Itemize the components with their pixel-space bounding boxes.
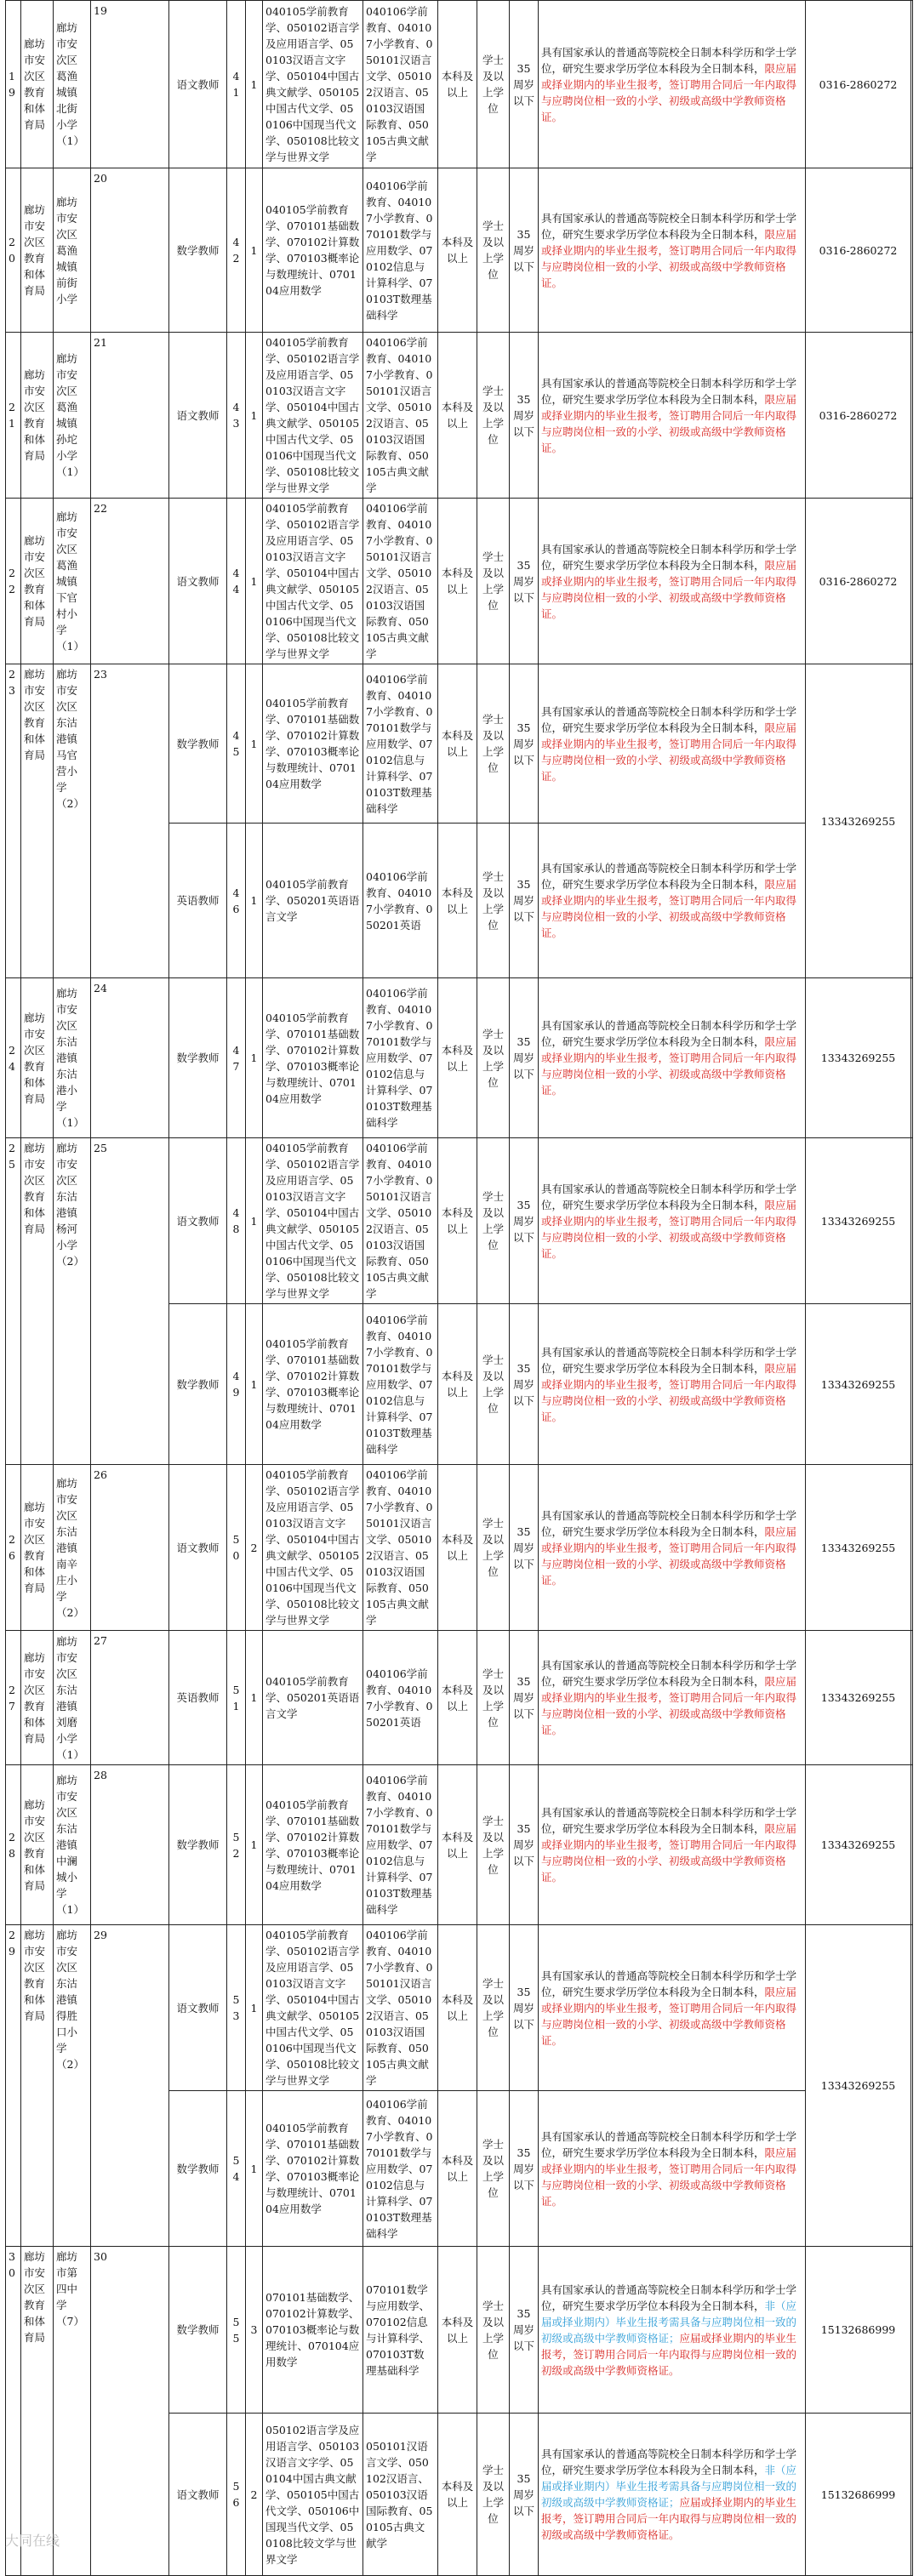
- degree-cell: 学士及以上学位: [477, 1304, 510, 1465]
- post-code-cell: 19: [91, 1, 169, 168]
- condition-highlight: 限应届或择业期内的毕业生报考，签订聘用合同后一年内取得与应聘岗位相一致的小学、初级或高级中学教师资格证。: [541, 1035, 797, 1097]
- condition-text: 具有国家承认的普通高等院校全日制本科学历和学士学位，研究生要求学历学位本科段为全日制本科，: [541, 2448, 797, 2476]
- education-cell: 本科及以上: [438, 824, 477, 978]
- conditions-cell: [539, 168, 806, 333]
- post-no-cell: 49: [227, 1304, 246, 1465]
- seq-cell: 22: [6, 499, 21, 664]
- post-no-cell: 42: [227, 168, 246, 333]
- condition-text: 具有国家承认的普通高等院校全日制本科学历和学士学位，研究生要求学历学位本科段为全日制本科，: [541, 542, 797, 572]
- post-no-cell: 46: [227, 824, 246, 978]
- major-pg-cell: 040106学前教育、040107小学教育、070101数学与应用数学、070102信息与计算科学、070103T数理基础科学: [363, 2091, 438, 2247]
- major-ug-cell: 040105学前教育学、050102语言学及应用语言学、050103汉语言文字学、050104中国古典文献学、050105中国古代文学、050106中国现当代文学、050108比较文学与世界文学: [263, 1925, 363, 2091]
- seq-cell: 26: [6, 1465, 21, 1631]
- phone-cell: 0316-2860272: [806, 333, 911, 499]
- major-pg-cell: 040106学前教育、040107小学教育、070101数学与应用数学、070102信息与计算科学、070103T数理基础科学: [363, 978, 438, 1138]
- phone-cell: 13343269255: [806, 1765, 911, 1925]
- table-row: [6, 168, 913, 333]
- education-cell: 本科及以上: [438, 1765, 477, 1925]
- education-cell: 本科及以上: [438, 333, 477, 499]
- education-cell: 本科及以上: [438, 1631, 477, 1765]
- unit-cell: 廊坊市安次区教育和体育局: [21, 2247, 54, 2576]
- education-cell: 本科及以上: [438, 664, 477, 824]
- school-cell: 廊坊市安次区葛渔城镇下官村小学（1）: [54, 499, 91, 664]
- post-cell: 数学教师: [169, 664, 227, 824]
- education-cell: 本科及以上: [438, 499, 477, 664]
- major-ug-cell: 040105学前教育学、050102语言学及应用语言学、050103汉语言文字学、050104中国古典文献学、050105中国古代文学、050106中国现当代文学、050108比较文学与世界文学: [263, 1, 363, 168]
- age-cell: 35周岁以下: [510, 1925, 539, 2091]
- condition-highlight-blue: 非（应届或择业期内）毕业生报考需具备与应聘岗位相一致的初级或高级中学教师资格证；: [541, 2299, 797, 2345]
- major-pg-cell: 040106学前教育、040107小学教育、050101汉语言文学、050102汉语言、050103汉语国际教育、050105古典文献学: [363, 1, 438, 168]
- age-cell: 35周岁以下: [510, 2414, 539, 2576]
- school-cell: 廊坊市安次区葛渔城镇前街小学: [54, 168, 91, 333]
- condition-highlight: 限应届或择业期内的毕业生报考，签订聘用合同后一年内取得与应聘岗位相一致的小学、初级或高级中学教师资格证。: [541, 227, 797, 289]
- post-code-cell: 26: [91, 1465, 169, 1631]
- degree-cell: 学士及以上学位: [477, 664, 510, 824]
- unit-cell: 廊坊市安次区教育和体育局: [21, 1631, 54, 1765]
- count-cell: 1: [246, 1631, 263, 1765]
- school-cell: 廊坊市安次区东沽港镇中澜城小学（1）: [54, 1765, 91, 1925]
- major-ug-cell: 040105学前教育学、050102语言学及应用语言学、050103汉语言文字学、050104中国古典文献学、050105中国古代文学、050106中国现当代文学、050108比较文学与世界文学: [263, 1138, 363, 1304]
- school-cell: 廊坊市安次区葛渔城镇北街小学（1）: [54, 1, 91, 168]
- major-ug-cell: 040105学前教育学、050102语言学及应用语言学、050103汉语言文字学、050104中国古典文献学、050105中国古代文学、050106中国现当代文学、050108比较文学与世界文学: [263, 499, 363, 664]
- seq-cell: 28: [6, 1765, 21, 1925]
- phone-cell: 0316-2860272: [806, 499, 911, 664]
- age-cell: 35周岁以下: [510, 1765, 539, 1925]
- post-no-cell: 55: [227, 2247, 246, 2414]
- degree-cell: 学士及以上学位: [477, 978, 510, 1138]
- phone-cell: 13343269255: [806, 1304, 911, 1465]
- post-code-cell: 24: [91, 978, 169, 1138]
- condition-highlight: 限应届或择业期内的毕业生报考，签订聘用合同后一年内取得与应聘岗位相一致的小学、初级或高级中学教师资格证。: [541, 721, 797, 783]
- major-ug-cell: 040105学前教育学、070101基础数学、070102计算数学、070103概率论与数理统计、070104应用数学: [263, 168, 363, 333]
- post-code-cell: 30: [91, 2247, 169, 2576]
- post-code-cell: 29: [91, 1925, 169, 2247]
- degree-cell: 学士及以上学位: [477, 168, 510, 333]
- post-cell: 语文教师: [169, 2414, 227, 2576]
- count-cell: 1: [246, 1138, 263, 1304]
- major-ug-cell: 040105学前教育学、050102语言学及应用语言学、050103汉语言文字学、050104中国古典文献学、050105中国古代文学、050106中国现当代文学、050108比较文学与世界文学: [263, 333, 363, 499]
- table-row: [6, 1465, 913, 1631]
- post-cell: 语文教师: [169, 1465, 227, 1631]
- post-cell: 数学教师: [169, 1765, 227, 1925]
- age-cell: 35周岁以下: [510, 978, 539, 1138]
- education-cell: 本科及以上: [438, 2091, 477, 2247]
- conditions-cell: [539, 1304, 806, 1465]
- school-cell: 廊坊市安次区东沽港镇南辛庄小学（2）: [54, 1465, 91, 1631]
- age-cell: 35周岁以下: [510, 1465, 539, 1631]
- count-cell: 1: [246, 1304, 263, 1465]
- condition-text: 具有国家承认的普通高等院校全日制本科学历和学士学位，研究生要求学历学位本科段为全日制本科，: [541, 704, 797, 734]
- conditions-cell: [539, 499, 806, 664]
- age-cell: 35周岁以下: [510, 1631, 539, 1765]
- degree-cell: 学士及以上学位: [477, 2091, 510, 2247]
- condition-highlight: 限应届或择业期内的毕业生报考，签订聘用合同后一年内取得与应聘岗位相一致的小学、初级或高级中学教师资格证。: [541, 1985, 797, 2047]
- age-cell: 35周岁以下: [510, 499, 539, 664]
- seq-cell: 25: [6, 1138, 21, 1465]
- age-cell: 35周岁以下: [510, 333, 539, 499]
- count-cell: 1: [246, 824, 263, 978]
- phone-cell: 0316-2860272: [806, 1, 911, 168]
- age-cell: 35周岁以下: [510, 664, 539, 824]
- age-cell: 35周岁以下: [510, 824, 539, 978]
- education-cell: 本科及以上: [438, 1138, 477, 1304]
- school-cell: 廊坊市安次区东沽港镇得胜口小学（2）: [54, 1925, 91, 2247]
- post-no-cell: 51: [227, 1631, 246, 1765]
- post-code-cell: 20: [91, 168, 169, 333]
- post-cell: 语文教师: [169, 1925, 227, 2091]
- major-ug-cell: 040105学前教育学、070101基础数学、070102计算数学、070103概率论与数理统计、070104应用数学: [263, 1304, 363, 1465]
- table-row: [6, 1925, 913, 2091]
- education-cell: 本科及以上: [438, 168, 477, 333]
- age-cell: 35周岁以下: [510, 1, 539, 168]
- major-pg-cell: 040106学前教育、040107小学教育、050101汉语言文学、050102汉语言、050103汉语国际教育、050105古典文献学: [363, 1925, 438, 2091]
- condition-text: 具有国家承认的普通高等院校全日制本科学历和学士学位，研究生要求学历学位本科段为全日制本科，: [541, 862, 797, 891]
- education-cell: 本科及以上: [438, 2414, 477, 2576]
- major-pg-cell: 040106学前教育、040107小学教育、050101汉语言文学、050102汉语言、050103汉语国际教育、050105古典文献学: [363, 499, 438, 664]
- condition-highlight: 限应届或择业期内的毕业生报考，签订聘用合同后一年内取得与应聘岗位相一致的小学、初级或高级中学教师资格证。: [541, 1198, 797, 1260]
- post-code-cell: 25: [91, 1138, 169, 1465]
- table-row: [6, 499, 913, 664]
- unit-cell: 廊坊市安次区教育和体育局: [21, 333, 54, 499]
- post-no-cell: 53: [227, 1925, 246, 2091]
- phone-cell: 0316-2860272: [806, 168, 911, 333]
- major-pg-cell: 040106学前教育、040107小学教育、050101汉语言文学、050102汉语言、050103汉语国际教育、050105古典文献学: [363, 1465, 438, 1631]
- count-cell: 3: [246, 2247, 263, 2414]
- degree-cell: 学士及以上学位: [477, 1765, 510, 1925]
- phone-cell: 13343269255: [806, 664, 911, 978]
- major-pg-cell: 040106学前教育、040107小学教育、050101汉语言文学、050102汉语言、050103汉语国际教育、050105古典文献学: [363, 333, 438, 499]
- age-cell: 35周岁以下: [510, 1138, 539, 1304]
- post-no-cell: 50: [227, 1465, 246, 1631]
- unit-cell: 廊坊市安次区教育和体育局: [21, 1, 54, 168]
- count-cell: 2: [246, 1465, 263, 1631]
- table-row: [6, 664, 913, 824]
- condition-highlight: 限应届或择业期内的毕业生报考，签订聘用合同后一年内取得与应聘岗位相一致的小学、初级或高级中学教师资格证。: [541, 1525, 797, 1587]
- major-pg-cell: 070101数学与应用数学、070102信息与计算科学、070103T数理基础科学: [363, 2247, 438, 2414]
- condition-highlight: 限应届或择业期内的毕业生报考，签订聘用合同后一年内取得与应聘岗位相一致的小学、初级或高级中学教师资格证。: [541, 392, 797, 454]
- condition-highlight: 限应届或择业期内的毕业生报考，签订聘用合同后一年内取得与应聘岗位相一致的小学、初级或高级中学教师资格证。: [541, 2146, 797, 2208]
- unit-cell: 廊坊市安次区教育和体育局: [21, 499, 54, 664]
- condition-text: 具有国家承认的普通高等院校全日制本科学历和学士学位，研究生要求学历学位本科段为全日制本科，: [541, 1182, 797, 1211]
- condition-text: 具有国家承认的普通高等院校全日制本科学历和学士学位，研究生要求学历学位本科段为全日制本科，: [541, 376, 797, 406]
- major-pg-cell: 040106学前教育、040107小学教育、050201英语: [363, 824, 438, 978]
- major-pg-cell: 040106学前教育、040107小学教育、070101数学与应用数学、070102信息与计算科学、070103T数理基础科学: [363, 168, 438, 333]
- post-cell: 数学教师: [169, 978, 227, 1138]
- condition-text: 具有国家承认的普通高等院校全日制本科学历和学士学位，研究生要求学历学位本科段为全日制本科，: [541, 45, 797, 75]
- count-cell: 1: [246, 664, 263, 824]
- conditions-cell: [539, 2414, 806, 2576]
- major-pg-cell: 040106学前教育、040107小学教育、070101数学与应用数学、070102信息与计算科学、070103T数理基础科学: [363, 664, 438, 824]
- seq-cell: 20: [6, 168, 21, 333]
- school-cell: 廊坊市安次区东沽港镇杨河小学（2）: [54, 1138, 91, 1465]
- post-cell: 语文教师: [169, 499, 227, 664]
- condition-text: 具有国家承认的普通高等院校全日制本科学历和学士学位，研究生要求学历学位本科段为全日制本科，: [541, 2129, 797, 2159]
- education-cell: 本科及以上: [438, 978, 477, 1138]
- education-cell: 本科及以上: [438, 1304, 477, 1465]
- post-cell: 数学教师: [169, 1304, 227, 1465]
- post-cell: 数学教师: [169, 168, 227, 333]
- condition-text: 具有国家承认的普通高等院校全日制本科学历和学士学位，研究生要求学历学位本科段为全日制本科，: [541, 211, 797, 241]
- age-cell: 35周岁以下: [510, 168, 539, 333]
- post-code-cell: 21: [91, 333, 169, 499]
- major-ug-cell: 040105学前教育学、070101基础数学、070102计算数学、070103概率论与数理统计、070104应用数学: [263, 664, 363, 824]
- post-no-cell: 47: [227, 978, 246, 1138]
- age-cell: 35周岁以下: [510, 1304, 539, 1465]
- conditions-cell: [539, 1765, 806, 1925]
- post-code-cell: 27: [91, 1631, 169, 1765]
- major-ug-cell: 040105学前教育学、050201英语语言文学: [263, 1631, 363, 1765]
- condition-text: 具有国家承认的普通高等院校全日制本科学历和学士学位，研究生要求学历学位本科段为全日制本科，: [541, 1806, 797, 1835]
- conditions-cell: [539, 2247, 806, 2414]
- major-pg-cell: 040106学前教育、040107小学教育、070101数学与应用数学、070102信息与计算科学、070103T数理基础科学: [363, 1304, 438, 1465]
- degree-cell: 学士及以上学位: [477, 2414, 510, 2576]
- unit-cell: 廊坊市安次区教育和体育局: [21, 1138, 54, 1465]
- condition-highlight: 应届或择业期内的毕业生报考，签订聘用合同后一年内取得与应聘岗位相一致的初级或高级中学教师资格证。: [541, 2496, 797, 2541]
- post-cell: 数学教师: [169, 2091, 227, 2247]
- condition-text: 具有国家承认的普通高等院校全日制本科学历和学士学位，研究生要求学历学位本科段为全日制本科，: [541, 1969, 797, 1998]
- phone-cell: 15132686999: [806, 2247, 911, 2414]
- post-no-cell: 48: [227, 1138, 246, 1304]
- major-ug-cell: 040105学前教育学、070101基础数学、070102计算数学、070103概率论与数理统计、070104应用数学: [263, 978, 363, 1138]
- unit-cell: 廊坊市安次区教育和体育局: [21, 1925, 54, 2247]
- condition-highlight: 应届或择业期内的毕业生报考，签订聘用合同后一年内取得与应聘岗位相一致的初级或高级中学教师资格证。: [541, 2331, 797, 2377]
- major-ug-cell: 050102语言学及应用语言学、050103汉语言文字学、050104中国古典文献学、050105中国古代文学、050106中国现当代文学、050108比较文学与世界文学: [263, 2414, 363, 2576]
- condition-highlight-blue: 非（应届或择业期内）毕业生报考需具备与应聘岗位相一致的初级或高级中学教师资格证；: [541, 2464, 797, 2509]
- post-code-cell: 23: [91, 664, 169, 978]
- education-cell: 本科及以上: [438, 1925, 477, 2091]
- post-no-cell: 41: [227, 1, 246, 168]
- education-cell: 本科及以上: [438, 1465, 477, 1631]
- major-ug-cell: 040105学前教育学、050102语言学及应用语言学、050103汉语言文字学、050104中国古典文献学、050105中国古代文学、050106中国现当代文学、050108比较文学与世界文学: [263, 1465, 363, 1631]
- post-cell: 语文教师: [169, 1, 227, 168]
- post-cell: 语文教师: [169, 333, 227, 499]
- table-row: [6, 1, 913, 168]
- condition-highlight: 限应届或择业期内的毕业生报考，签订聘用合同后一年内取得与应聘岗位相一致的小学、初级或高级中学教师资格证。: [541, 1361, 797, 1423]
- post-no-cell: 52: [227, 1765, 246, 1925]
- table-row: [6, 1765, 913, 1925]
- post-code-cell: 22: [91, 499, 169, 664]
- unit-cell: 廊坊市安次区教育和体育局: [21, 664, 54, 978]
- major-ug-cell: 070101基础数学、070102计算数学、070103概率论与数理统计、070104应用数学: [263, 2247, 363, 2414]
- degree-cell: 学士及以上学位: [477, 1465, 510, 1631]
- phone-cell: 13343269255: [806, 978, 911, 1138]
- major-ug-cell: 040105学前教育学、070101基础数学、070102计算数学、070103概率论与数理统计、070104应用数学: [263, 1765, 363, 1925]
- table-row: [6, 333, 913, 499]
- condition-highlight: 限应届或择业期内的毕业生报考，签订聘用合同后一年内取得与应聘岗位相一致的小学、初级或高级中学教师资格证。: [541, 558, 797, 620]
- unit-cell: 廊坊市安次区教育和体育局: [21, 168, 54, 333]
- unit-cell: 廊坊市安次区教育和体育局: [21, 1765, 54, 1925]
- unit-cell: 廊坊市安次区教育和体育局: [21, 1465, 54, 1631]
- count-cell: 1: [246, 2091, 263, 2247]
- post-no-cell: 45: [227, 664, 246, 824]
- count-cell: 1: [246, 978, 263, 1138]
- table-row: [6, 978, 913, 1138]
- condition-highlight: 限应届或择业期内的毕业生报考，签订聘用合同后一年内取得与应聘岗位相一致的小学、初级或高级中学教师资格证。: [541, 878, 797, 939]
- major-ug-cell: 040105学前教育学、070101基础数学、070102计算数学、070103概率论与数理统计、070104应用数学: [263, 2091, 363, 2247]
- major-pg-cell: 040106学前教育、040107小学教育、050101汉语言文学、050102汉语言、050103汉语国际教育、050105古典文献学: [363, 1138, 438, 1304]
- count-cell: 1: [246, 168, 263, 333]
- degree-cell: 学士及以上学位: [477, 2247, 510, 2414]
- education-cell: 本科及以上: [438, 1, 477, 168]
- conditions-cell: [539, 1465, 806, 1631]
- post-cell: 英语教师: [169, 1631, 227, 1765]
- phone-cell: 13343269255: [806, 1925, 911, 2247]
- seq-cell: 24: [6, 978, 21, 1138]
- condition-highlight: 限应届或择业期内的毕业生报考，签订聘用合同后一年内取得与应聘岗位相一致的小学、初级或高级中学教师资格证。: [541, 1822, 797, 1884]
- education-cell: 本科及以上: [438, 2247, 477, 2414]
- seq-cell: 27: [6, 1631, 21, 1765]
- degree-cell: 学士及以上学位: [477, 1925, 510, 2091]
- phone-cell: 13343269255: [806, 1631, 911, 1765]
- conditions-cell: [539, 1925, 806, 2091]
- conditions-cell: [539, 1631, 806, 1765]
- degree-cell: 学士及以上学位: [477, 1138, 510, 1304]
- post-no-cell: 44: [227, 499, 246, 664]
- count-cell: 1: [246, 1, 263, 168]
- condition-highlight: 限应届或择业期内的毕业生报考，签订聘用合同后一年内取得与应聘岗位相一致的小学、初级或高级中学教师资格证。: [541, 61, 797, 123]
- school-cell: 廊坊市安次区东沽港镇马官营小学（2）: [54, 664, 91, 978]
- post-no-cell: 54: [227, 2091, 246, 2247]
- count-cell: 2: [246, 2414, 263, 2576]
- watermark: 大同在线: [5, 2533, 60, 2549]
- degree-cell: 学士及以上学位: [477, 1631, 510, 1765]
- phone-cell: 13343269255: [806, 1465, 911, 1631]
- school-cell: 廊坊市第四中学（7）: [54, 2247, 91, 2576]
- condition-text: 具有国家承认的普通高等院校全日制本科学历和学士学位，研究生要求学历学位本科段为全日制本科，: [541, 2282, 797, 2312]
- major-pg-cell: 050101汉语言文学、050102汉语言、050103汉语国际教育、050105古典文献学: [363, 2414, 438, 2576]
- post-cell: 英语教师: [169, 824, 227, 978]
- age-cell: 35周岁以下: [510, 2247, 539, 2414]
- post-cell: 语文教师: [169, 1138, 227, 1304]
- school-cell: 廊坊市安次区葛渔城镇孙坨小学（1）: [54, 333, 91, 499]
- job-table: [5, 0, 913, 2576]
- degree-cell: 学士及以上学位: [477, 824, 510, 978]
- phone-cell: 13343269255: [806, 1138, 911, 1304]
- count-cell: 1: [246, 1765, 263, 1925]
- school-cell: 廊坊市安次区东沽港镇刘磨小学（1）: [54, 1631, 91, 1765]
- seq-cell: 29: [6, 1925, 21, 2247]
- major-ug-cell: 040105学前教育学、050201英语语言文学: [263, 824, 363, 978]
- conditions-cell: [539, 1138, 806, 1304]
- unit-cell: 廊坊市安次区教育和体育局: [21, 978, 54, 1138]
- post-cell: 数学教师: [169, 2247, 227, 2414]
- degree-cell: 学士及以上学位: [477, 333, 510, 499]
- condition-text: 具有国家承认的普通高等院校全日制本科学历和学士学位，研究生要求学历学位本科段为全日制本科，: [541, 1659, 797, 1688]
- school-cell: 廊坊市安次区东沽港镇东沽港小学（1）: [54, 978, 91, 1138]
- seq-cell: 21: [6, 333, 21, 499]
- count-cell: 1: [246, 333, 263, 499]
- phone-cell: 15132686999: [806, 2414, 911, 2576]
- condition-highlight: 限应届或择业期内的毕业生报考，签订聘用合同后一年内取得与应聘岗位相一致的小学、初级或高级中学教师资格证。: [541, 1675, 797, 1736]
- post-no-cell: 43: [227, 333, 246, 499]
- condition-text: 具有国家承认的普通高等院校全日制本科学历和学士学位，研究生要求学历学位本科段为全日制本科，: [541, 1019, 797, 1048]
- post-code-cell: 28: [91, 1765, 169, 1925]
- conditions-cell: [539, 2091, 806, 2247]
- condition-text: 具有国家承认的普通高等院校全日制本科学历和学士学位，研究生要求学历学位本科段为全日制本科，: [541, 1345, 797, 1375]
- degree-cell: 学士及以上学位: [477, 1, 510, 168]
- conditions-cell: [539, 1, 806, 168]
- table-row: [6, 2247, 913, 2414]
- condition-text: 具有国家承认的普通高等院校全日制本科学历和学士学位，研究生要求学历学位本科段为全日制本科，: [541, 1508, 797, 1538]
- seq-cell: 23: [6, 664, 21, 978]
- age-cell: 35周岁以下: [510, 2091, 539, 2247]
- conditions-cell: [539, 978, 806, 1138]
- seq-cell: 19: [6, 1, 21, 168]
- major-pg-cell: 040106学前教育、040107小学教育、070101数学与应用数学、070102信息与计算科学、070103T数理基础科学: [363, 1765, 438, 1925]
- degree-cell: 学士及以上学位: [477, 499, 510, 664]
- seq-cell: 30: [6, 2247, 21, 2576]
- conditions-cell: [539, 664, 806, 824]
- conditions-cell: [539, 333, 806, 499]
- post-no-cell: 56: [227, 2414, 246, 2576]
- count-cell: 1: [246, 1925, 263, 2091]
- table-row: [6, 1138, 913, 1304]
- table-row: [6, 1631, 913, 1765]
- major-pg-cell: 040106学前教育、040107小学教育、050201英语: [363, 1631, 438, 1765]
- count-cell: 1: [246, 499, 263, 664]
- conditions-cell: [539, 824, 806, 978]
